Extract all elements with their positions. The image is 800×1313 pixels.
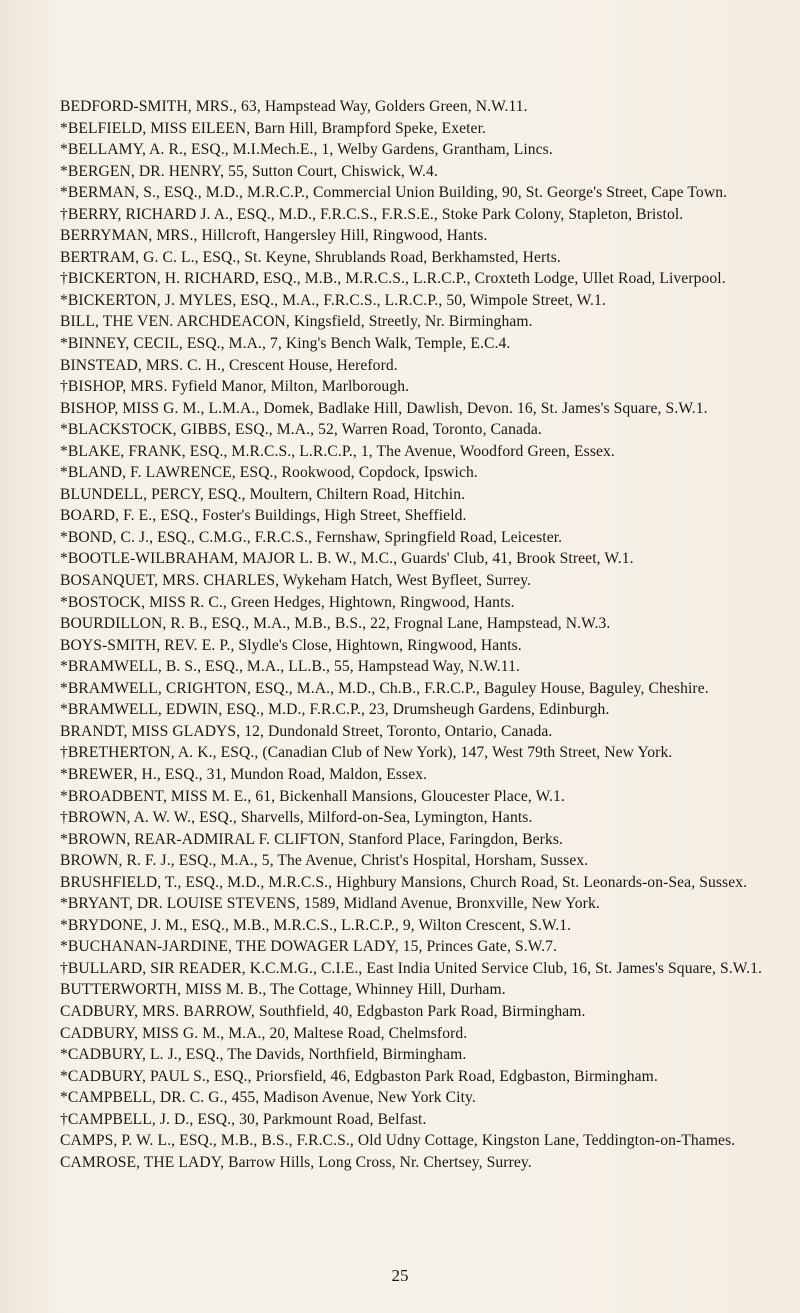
- member-entry: *BREWER, H., ESQ., 31, Mundon Road, Maldon, Essex.: [60, 765, 428, 783]
- member-entry: BOYS-SMITH, REV. E. P., Slydle's Close, Hightown, Ringwood, Hants.: [60, 636, 522, 654]
- member-entry: BISHOP, MISS G. M., L.M.A., Domek, Badlake Hill, Dawlish, Devon. 16, St. James's Square, S.W.1.: [60, 399, 708, 417]
- member-entry: *BLAND, F. LAWRENCE, ESQ., Rookwood, Copdock, Ipswich.: [60, 464, 478, 482]
- page-number: 25: [391, 1266, 409, 1285]
- member-entry: BINSTEAD, MRS. C. H., Crescent House, Hereford.: [60, 356, 398, 374]
- member-entry: BOSANQUET, MRS. CHARLES, Wykeham Hatch, West Byfleet, Surrey.: [60, 572, 532, 590]
- member-entry: †BERRY, RICHARD J. A., ESQ., M.D., F.R.C.S., F.R.S.E., Stoke Park Colony, Stapleton, Bristol.: [60, 205, 684, 223]
- member-entry: *BLAKE, FRANK, ESQ., M.R.C.S., L.R.C.P., 1, The Avenue, Woodford Green, Essex.: [60, 442, 615, 460]
- member-entry: *BELLAMY, A. R., ESQ., M.I.Mech.E., 1, Welby Gardens, Grantham, Lincs.: [60, 141, 553, 159]
- member-entry: *BOND, C. J., ESQ., C.M.G., F.R.C.S., Fernshaw, Springfield Road, Leicester.: [60, 528, 563, 546]
- member-entry: *BELFIELD, MISS EILEEN, Barn Hill, Brampford Speke, Exeter.: [60, 119, 486, 137]
- member-entry: BUTTERWORTH, MISS M. B., The Cottage, Whinney Hill, Durham.: [60, 981, 506, 999]
- member-entry: *BLACKSTOCK, GIBBS, ESQ., M.A., 52, Warren Road, Toronto, Canada.: [60, 421, 542, 439]
- member-entry: *BERGEN, DR. HENRY, 55, Sutton Court, Chiswick, W.4.: [60, 162, 438, 180]
- member-entry: †BULLARD, SIR READER, K.C.M.G., C.I.E., East India United Service Club, 16, St. James's Square, S.W.1.: [60, 959, 762, 977]
- member-entry: *BROWN, REAR-ADMIRAL F. CLIFTON, Stanford Place, Faringdon, Berks.: [60, 830, 564, 848]
- member-entry: †BICKERTON, H. RICHARD, ESQ., M.B., M.R.C.S., L.R.C.P., Croxteth Lodge, Ullet Road, Liverpool.: [60, 270, 726, 288]
- member-entry: *BRAMWELL, EDWIN, ESQ., M.D., F.R.C.P., 23, Drumsheugh Gardens, Edinburgh.: [60, 701, 610, 719]
- member-entry: BRUSHFIELD, T., ESQ., M.D., M.R.C.S., Highbury Mansions, Church Road, St. Leonards-on-Sea, Sussex.: [60, 873, 748, 891]
- member-entry: BLUNDELL, PERCY, ESQ., Moultern, Chiltern Road, Hitchin.: [60, 485, 466, 503]
- member-entry: *BRAMWELL, CRIGHTON, ESQ., M.A., M.D., Ch.B., F.R.C.P., Baguley House, Baguley, Cheshire.: [60, 679, 709, 697]
- member-entry: *BRAMWELL, B. S., ESQ., M.A., LL.B., 55, Hampstead Way, N.W.11.: [60, 658, 520, 676]
- member-entry: *CAMPBELL, DR. C. G., 455, Madison Avenue, New York City.: [60, 1089, 476, 1107]
- member-entry: †BISHOP, MRS. Fyfield Manor, Milton, Marlborough.: [60, 378, 410, 396]
- member-entry: *BOSTOCK, MISS R. C., Green Hedges, Hightown, Ringwood, Hants.: [60, 593, 515, 611]
- member-entry: BERRYMAN, MRS., Hillcroft, Hangersley Hill, Ringwood, Hants.: [60, 227, 488, 245]
- member-entry: BOARD, F. E., ESQ., Foster's Buildings, High Street, Sheffield.: [60, 507, 467, 525]
- member-entry: BROWN, R. F. J., ESQ., M.A., 5, The Avenue, Christ's Hospital, Horsham, Sussex.: [60, 852, 589, 870]
- member-entry: *BUCHANAN-JARDINE, THE DOWAGER LADY, 15, Princes Gate, S.W.7.: [60, 938, 557, 956]
- member-entry: BOURDILLON, R. B., ESQ., M.A., M.B., B.S., 22, Frognal Lane, Hampstead, N.W.3.: [60, 615, 611, 633]
- member-entry: †BRETHERTON, A. K., ESQ., (Canadian Club of New York), 147, West 79th Street, New York.: [60, 744, 673, 762]
- member-entry: *BICKERTON, J. MYLES, ESQ., M.A., F.R.C.S., L.R.C.P., 50, Wimpole Street, W.1.: [60, 291, 606, 309]
- member-entry: †BROWN, A. W. W., ESQ., Sharvells, Milford-on-Sea, Lymington, Hants.: [60, 809, 533, 827]
- member-list: [60, 96, 770, 1173]
- member-entry: BRANDT, MISS GLADYS, 12, Dundonald Street, Toronto, Ontario, Canada.: [60, 722, 553, 740]
- member-entry: *BRYDONE, J. M., ESQ., M.B., M.R.C.S., L.R.C.P., 9, Wilton Crescent, S.W.1.: [60, 916, 572, 934]
- member-entry: CADBURY, MISS G. M., M.A., 20, Maltese Road, Chelmsford.: [60, 1024, 468, 1042]
- member-entry: CADBURY, MRS. BARROW, Southfield, 40, Edgbaston Park Road, Birmingham.: [60, 1002, 586, 1020]
- member-entry: *CADBURY, PAUL S., ESQ., Priorsfield, 46, Edgbaston Park Road, Edgbaston, Birmingham.: [60, 1067, 658, 1085]
- member-entry: BILL, THE VEN. ARCHDEACON, Kingsfield, Streetly, Nr. Birmingham.: [60, 313, 533, 331]
- member-entry: CAMPS, P. W. L., ESQ., M.B., B.S., F.R.C.S., Old Udny Cottage, Kingston Lane, Teddington-on-Thames.: [60, 1132, 736, 1150]
- member-entry: *CADBURY, L. J., ESQ., The Davids, Northfield, Birmingham.: [60, 1046, 467, 1064]
- member-entry: BEDFORD-SMITH, MRS., 63, Hampstead Way, Golders Green, N.W.11.: [60, 98, 528, 115]
- member-entry: *BERMAN, S., ESQ., M.D., M.R.C.P., Commercial Union Building, 90, St. George's Street, Cape Town.: [60, 184, 728, 202]
- member-entry: *BRYANT, DR. LOUISE STEVENS, 1589, Midland Avenue, Bronxville, New York.: [60, 895, 600, 913]
- member-entry: *BINNEY, CECIL, ESQ., M.A., 7, King's Bench Walk, Temple, E.C.4.: [60, 335, 511, 353]
- member-entry: *BOOTLE-WILBRAHAM, MAJOR L. B. W., M.C., Guards' Club, 41, Brook Street, W.1.: [60, 550, 634, 568]
- member-entry: BERTRAM, G. C. L., ESQ., St. Keyne, Shrublands Road, Berkhamsted, Herts.: [60, 248, 561, 266]
- member-entry: CAMROSE, THE LADY, Barrow Hills, Long Cross, Nr. Chertsey, Surrey.: [60, 1153, 532, 1171]
- member-entry: *BROADBENT, MISS M. E., 61, Bickenhall Mansions, Gloucester Place, W.1.: [60, 787, 565, 805]
- member-entry: †CAMPBELL, J. D., ESQ., 30, Parkmount Road, Belfast.: [60, 1110, 427, 1128]
